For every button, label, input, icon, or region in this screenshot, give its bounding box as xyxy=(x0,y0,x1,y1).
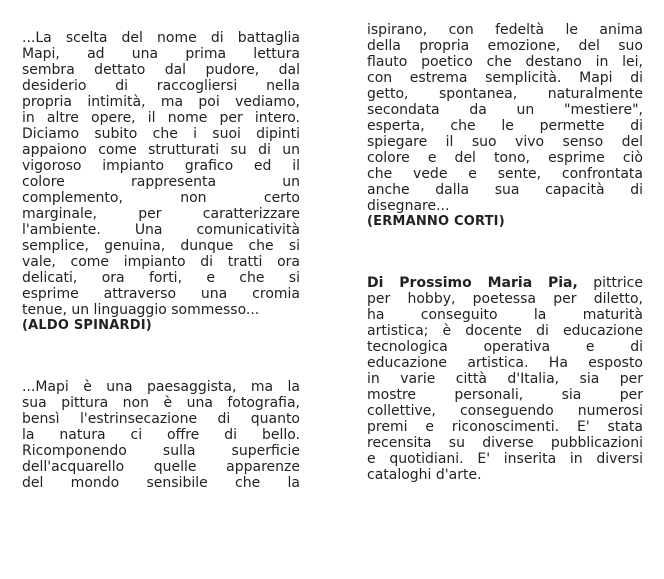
text-line: appaiono come strutturati su di un xyxy=(22,142,300,158)
text-line: ...La scelta del nome di battaglia xyxy=(22,30,300,46)
text-line: tecnologica operativa e di xyxy=(367,339,643,355)
author-credit: (ERMANNO CORTI) xyxy=(367,214,505,229)
right-column xyxy=(367,22,643,483)
text-line: delicati, ora forti, e che si xyxy=(22,270,300,286)
text-line: collettive, conseguendo numerosi xyxy=(367,403,643,419)
text-line: artistica; è docente di educazione xyxy=(367,323,643,339)
passage-spinardi xyxy=(22,30,300,334)
text-line: ispirano, con fedeltà le anima xyxy=(367,22,643,38)
text-line: vigoroso impianto grafico ed il xyxy=(22,158,300,174)
text-line: Mapi, ad una prima lettura xyxy=(22,46,300,62)
text-line: recensita su diverse pubblicazioni xyxy=(367,435,643,451)
text-line: marginale, per caratterizzare xyxy=(22,206,300,222)
text-line: cataloghi d'arte. xyxy=(367,467,482,483)
text-line: ha conseguito la maturità xyxy=(367,307,643,323)
text-line: esprime attraverso una cromia xyxy=(22,286,300,302)
passage-corti xyxy=(367,22,643,230)
text-line: mostre personali, sia per xyxy=(367,387,643,403)
text-line: del mondo sensibile che la xyxy=(22,475,300,491)
text-line: dell'acquarello quelle apparenze xyxy=(22,459,300,475)
author-credit: (ALDO SPINARDI) xyxy=(22,318,152,333)
artist-name: Di Prossimo Maria Pia, xyxy=(367,275,578,291)
text-line: educazione artistica. Ha esposto xyxy=(367,355,643,371)
text-line: che vede e sente, confrontata xyxy=(367,166,643,182)
text-line: la natura ci offre di bello. xyxy=(22,427,300,443)
text-line: getto, spontanea, naturalmente xyxy=(367,86,643,102)
text-line: anche dalla sua capacità di xyxy=(367,182,643,198)
text-line: sembra dettato dal pudore, dal xyxy=(22,62,300,78)
text-line: spiegare il suo vivo senso del xyxy=(367,134,643,150)
text-line: complemento, non certo xyxy=(22,190,300,206)
text-line: per hobby, poetessa per diletto, xyxy=(367,291,643,307)
text-line: e quotidiani. E' inserita in diversi xyxy=(367,451,643,467)
text-line: semplice, genuina, dunque che si xyxy=(22,238,300,254)
left-column xyxy=(22,30,300,491)
text-line: premi e riconoscimenti. E' stata xyxy=(367,419,643,435)
bio-first-line xyxy=(367,275,643,291)
text-line: Diciamo subito che i suoi dipinti xyxy=(22,126,300,142)
text-fragment: pittrice xyxy=(577,275,643,291)
text-line: vale, come impianto di tratti ora xyxy=(22,254,300,270)
text-line: desiderio di raccogliersi nella xyxy=(22,78,300,94)
text-line: ...Mapi è una paesaggista, ma la xyxy=(22,379,300,395)
text-line: bensì l'estrinsecazione di quanto xyxy=(22,411,300,427)
artist-bio xyxy=(367,275,643,483)
text-line: colore e del tono, esprime ciò xyxy=(367,150,643,166)
text-line: in varie città d'Italia, sia per xyxy=(367,371,643,387)
text-line: colore rappresenta un xyxy=(22,174,300,190)
text-line: flauto poetico che destano in lei, xyxy=(367,54,643,70)
text-line: secondata da un "mestiere", xyxy=(367,102,643,118)
text-line: tenue, un linguaggio sommesso... xyxy=(22,302,260,318)
text-line: sua pittura non è una fotografia, xyxy=(22,395,300,411)
text-line: della propria emozione, del suo xyxy=(367,38,643,54)
text-line: Ricomponendo sulla superficie xyxy=(22,443,300,459)
passage-paesaggista xyxy=(22,379,300,491)
text-line: disegnare... xyxy=(367,198,450,214)
text-line: in altre opere, il nome per intero. xyxy=(22,110,300,126)
text-line: l'ambiente. Una comunicatività xyxy=(22,222,300,238)
text-line: con estrema semplicità. Mapi di xyxy=(367,70,643,86)
text-line: esperta, che le permette di xyxy=(367,118,643,134)
text-line: propria intimità, ma poi vediamo, xyxy=(22,94,300,110)
